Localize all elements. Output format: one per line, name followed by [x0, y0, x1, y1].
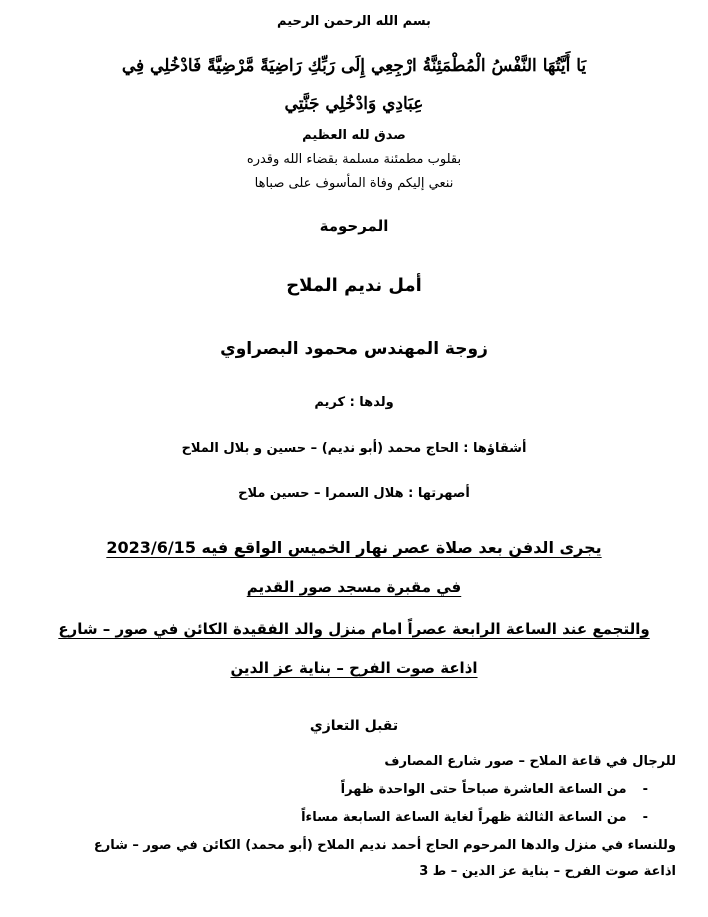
- men-condolences-time-2: [301, 810, 648, 825]
- quran-verse-line-2: عِبَادِي وَادْخُلِي جَنَّتِي: [284, 94, 424, 114]
- condolences-title: تقبل التعازي: [309, 718, 399, 734]
- quran-verse-line-1: يَا أَيَّتُهَا النَّفْسُ الْمُطْمَئِنَّةُ ارْجِعِي إِلَى رَبِّكِ رَاضِيَةً مَّرْضِيَّةً فَادْخُلِي فِي: [121, 56, 587, 76]
- gathering-line-2: اذاعة صوت الفرح – بناية عز الدين: [230, 659, 478, 677]
- sadaq-allah: صدق لله العظيم: [302, 128, 406, 143]
- deceased-name: أمل نديم الملاح: [286, 275, 422, 296]
- brothers-line: أشقاؤها : الحاج محمد (أبو نديم) – حسين و بلال الملاح: [181, 441, 527, 456]
- late-title: المرحومة: [319, 217, 389, 235]
- gathering-line-1: والتجمع عند الساعة الرابعة عصراً امام منزل والد الفقيدة الكائن في صور – شارع: [58, 620, 650, 638]
- son-line: ولدها : كريم: [314, 395, 394, 410]
- husband-line: زوجة المهندس محمود البصراوي: [220, 339, 488, 359]
- women-condolences-line-1: وللنساء في منزل والدها المرحوم الحاج أحمد نديم الملاح (أبو محمد) الكائن في صور – شارع: [93, 838, 676, 853]
- men-condolences-location: للرجال في قاعة الملاح – صور شارع المصارف: [384, 754, 676, 769]
- intro-line-1: بقلوب مطمئنة مسلمة بقضاء الله وقدره: [246, 152, 462, 167]
- men-time-1-text: من الساعة العاشرة صباحاً حتى الواحدة ظهراً: [340, 782, 627, 797]
- bullet-dash: -: [642, 810, 648, 825]
- in-laws-line: أصهرتها : هلال السمرا – حسين ملاح: [238, 486, 470, 501]
- burial-time-line: يجرى الدفن بعد صلاة عصر نهار الخميس الواقع فيه 2023/6/15: [106, 538, 602, 557]
- men-time-2-text: من الساعة الثالثة ظهراً لغاية الساعة السابعة مساءاً: [301, 810, 627, 825]
- burial-place-line: في مقبرة مسجد صور القديم: [246, 578, 462, 596]
- bullet-dash: -: [642, 782, 648, 797]
- women-condolences-line-2: اذاعة صوت الفرح – بناية عز الدين – ط 3: [419, 864, 676, 879]
- men-condolences-time-1: [341, 782, 648, 797]
- basmala: بسم الله الرحمن الرحيم: [277, 14, 431, 29]
- intro-line-2: ننعي إليكم وفاة المأسوف على صباها: [254, 176, 454, 191]
